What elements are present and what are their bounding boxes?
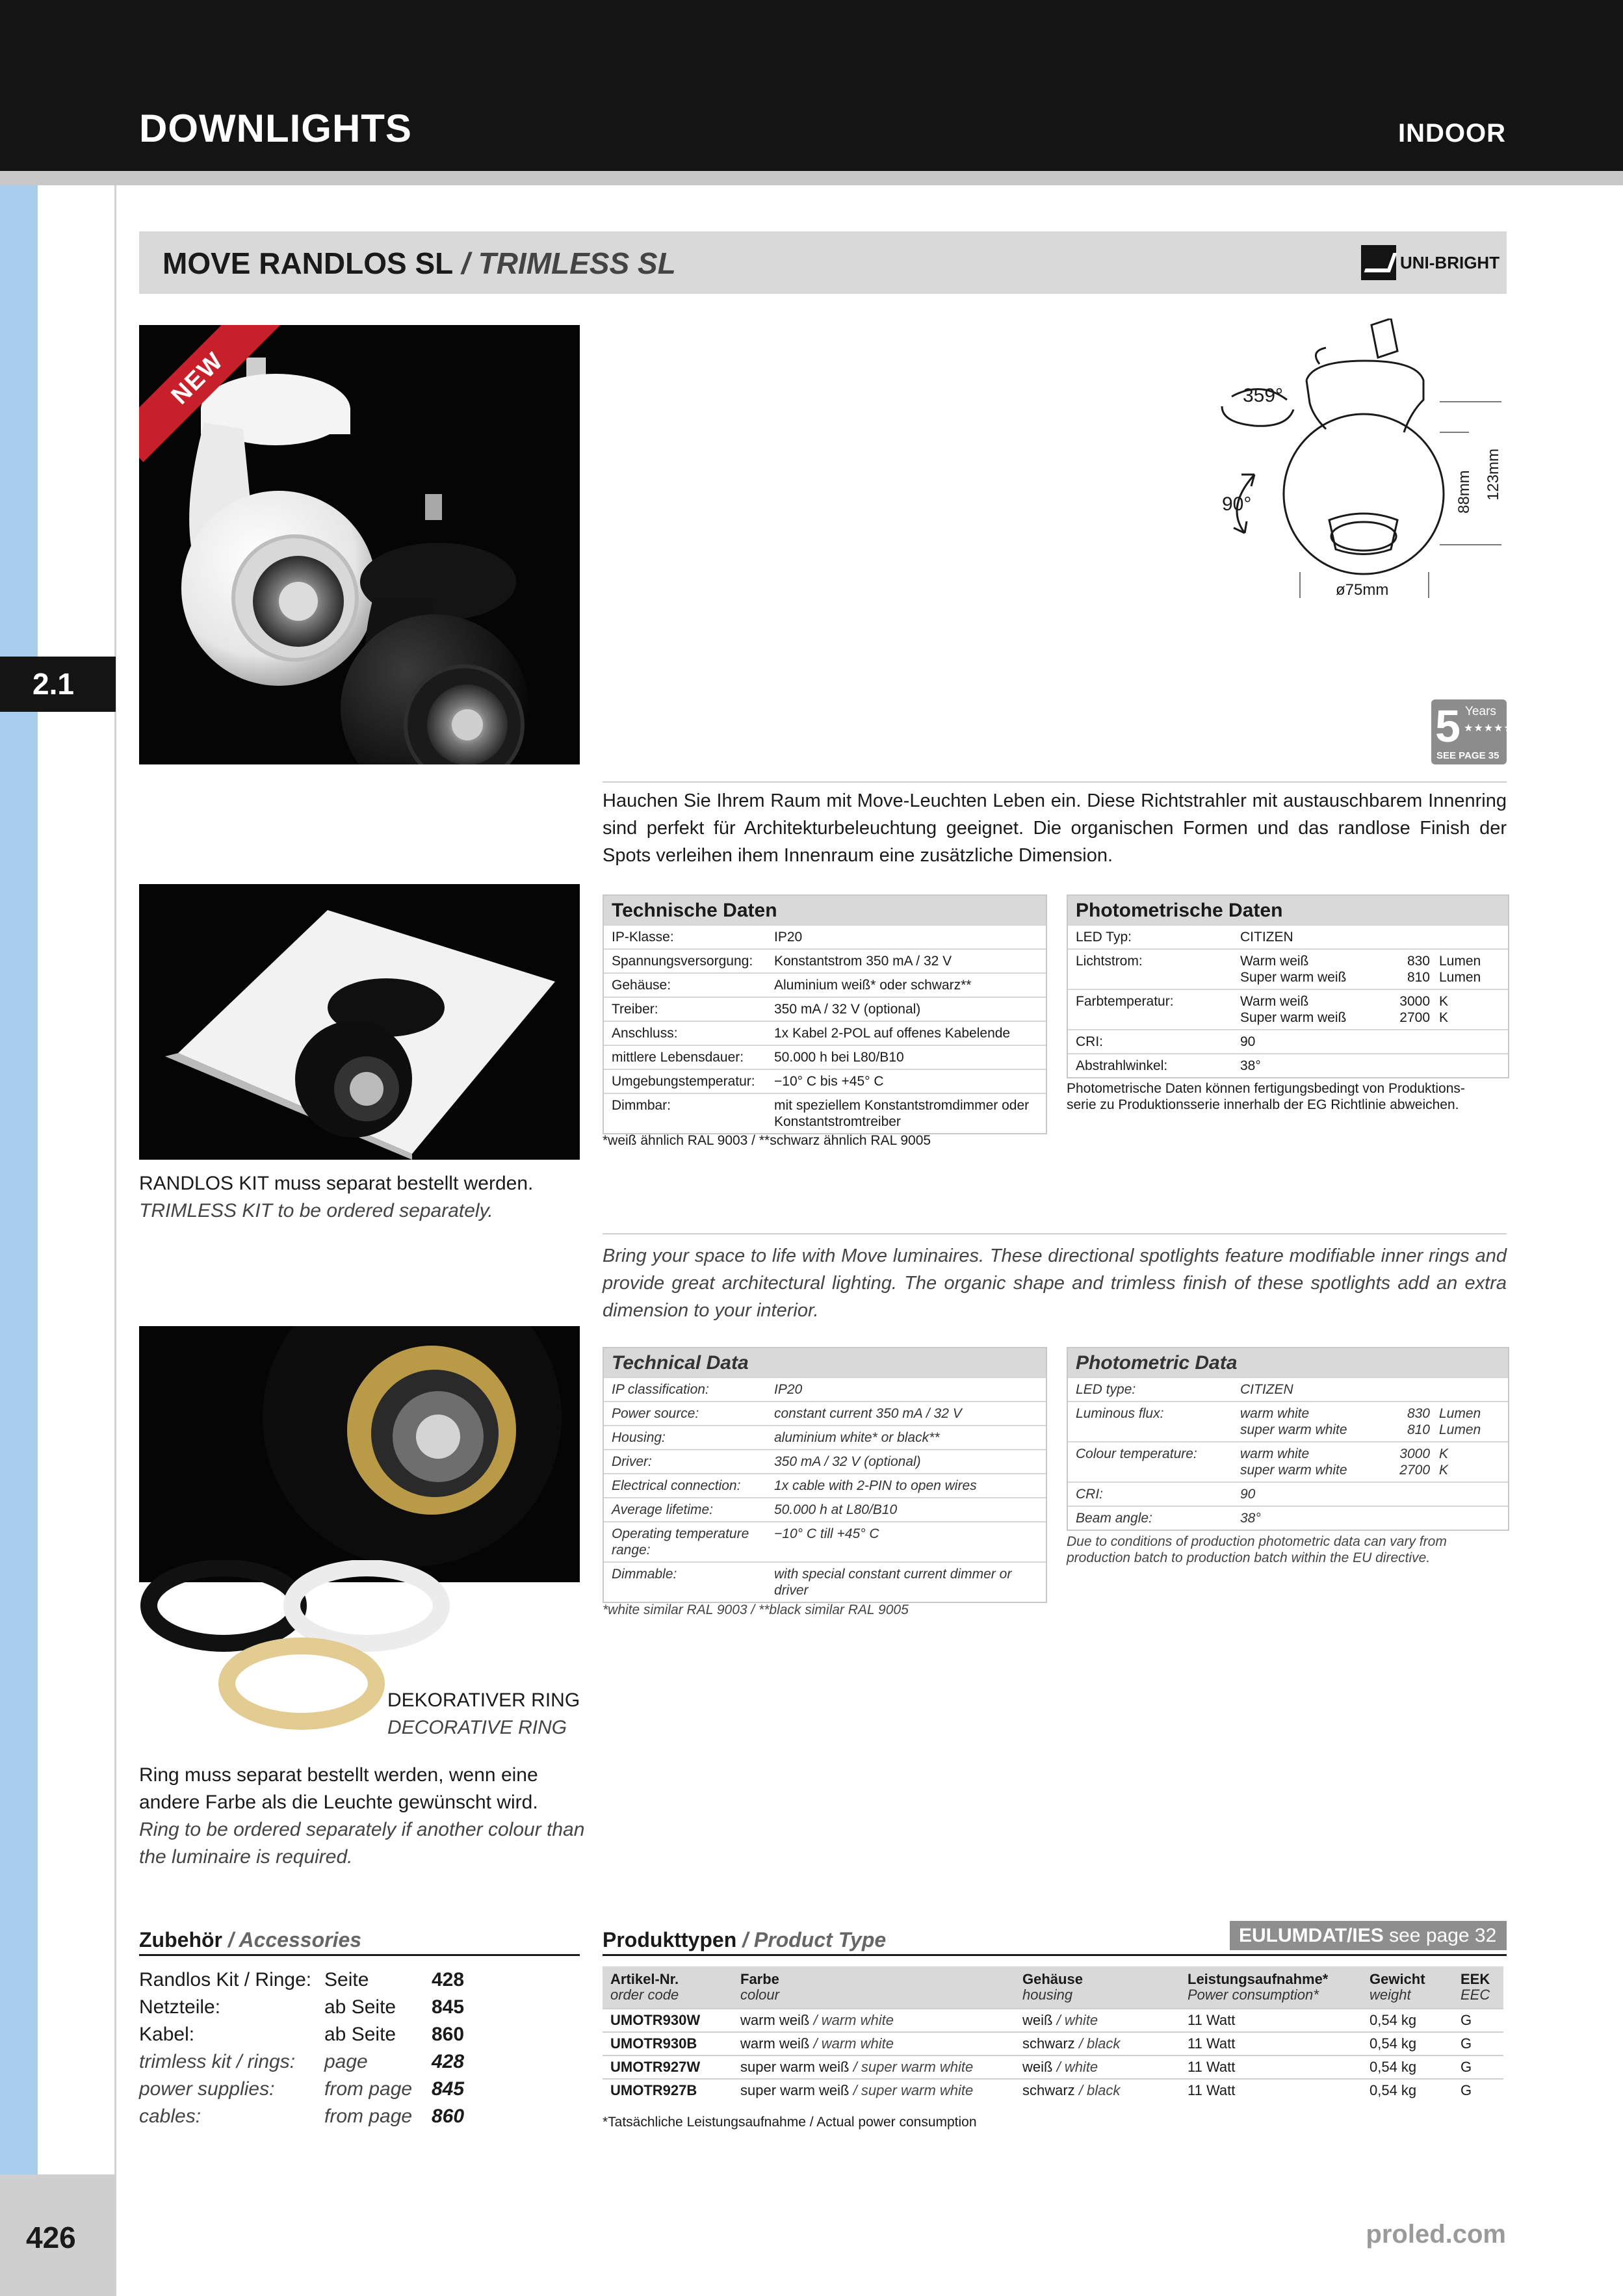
spec-row: Luminous flux: warm white 830 Lumen super warm white 810 Lumen	[1068, 1401, 1508, 1441]
accessories-title: Zubehör / Accessories	[139, 1928, 362, 1951]
eulumdat-link[interactable]: EULUMDAT/IES see page 32	[1230, 1921, 1507, 1950]
trimless-kit-illustration	[139, 884, 580, 1160]
ring-caption-de: DEKORATIVER RING	[387, 1689, 580, 1711]
table-row[interactable]: UMOTR930B warm weiß / warm white schwarz / black 11 Watt 0,54 kg G	[603, 2032, 1503, 2055]
photo-data-en	[1067, 1347, 1509, 1531]
spec-row: CRI: 90	[1068, 1481, 1508, 1506]
ring-caption-en: DECORATIVE RING	[387, 1717, 567, 1738]
spec-row: Housing: aluminium white* or black**	[604, 1425, 1046, 1449]
brand-logo-icon	[1361, 245, 1396, 280]
tech-data-de-title: Technische Daten	[604, 896, 1046, 924]
col-weight: Gewicht weight	[1362, 1966, 1453, 2009]
spec-row: Electrical connection: 1x cable with 2-PIN to open wires	[604, 1473, 1046, 1497]
diameter-label: ø75mm	[1336, 581, 1389, 599]
tech-data-en	[603, 1347, 1047, 1603]
spec-row: Treiber: 350 mA / 32 V (optional)	[604, 997, 1046, 1021]
spec-row: Farbtemperatur: Warm weiß 3000 K Super warm weiß 2700 K	[1068, 989, 1508, 1029]
photo-data-en-title: Photometric Data	[1068, 1348, 1508, 1377]
divider	[603, 781, 1507, 783]
spec-row: Average lifetime: 50.000 h at L80/B10	[604, 1497, 1046, 1521]
trimless-kit-photo	[139, 884, 580, 1160]
side-color-bar	[0, 185, 38, 2174]
warranty-note: SEE PAGE 35	[1436, 750, 1500, 761]
warranty-number: 5	[1435, 701, 1461, 751]
product-type-table-wrap	[603, 1966, 1503, 2102]
spec-row: IP-Klasse: IP20	[604, 924, 1046, 948]
table-header-row	[603, 1966, 1503, 2009]
table-row[interactable]: UMOTR930W warm weiß / warm white weiß / white 11 Watt 0,54 kg G	[603, 2009, 1503, 2032]
accessory-row[interactable]: power supplies: from page 845	[139, 2078, 465, 2100]
col-eek: EEK EEC	[1453, 1966, 1503, 2009]
new-badge-label: NEW	[139, 325, 281, 462]
tech-data-de	[603, 894, 1047, 1134]
spec-row: Operating temperature range: −10° C till +45° C	[604, 1521, 1046, 1561]
side-divider	[114, 185, 116, 2296]
spec-row: Lichtstrom: Warm weiß 830 Lumen Super warm weiß 810 Lumen	[1068, 948, 1508, 989]
product-type-rule	[603, 1954, 1507, 1956]
spec-row: mittlere Lebensdauer: 50.000 h bei L80/B10	[604, 1045, 1046, 1069]
ring-note-en: Ring to be ordered separately if another colour than the luminaire is required.	[139, 1819, 585, 1868]
ring-photo	[139, 1326, 580, 1582]
warranty-label: Years	[1465, 705, 1496, 718]
warranty-badge	[1431, 699, 1514, 764]
photo-en-note: Due to conditions of production photometric data can vary from production batch to production batch within the EU directive.	[1067, 1534, 1447, 1565]
intro-en: Bring your space to life with Move luminaires. These directional spotlights feature modifiable inner rings and provide great architectural lighting. The organic shape and trimless finish of these spotlights add an extra dimension to your interior.	[603, 1246, 1507, 1321]
spec-row: Spannungsversorgung: Konstantstrom 350 mA / 32 V	[604, 948, 1046, 972]
divider	[603, 1233, 1507, 1234]
col-order-code: Artikel-Nr. order code	[603, 1966, 733, 2009]
tech-de-footnote: *weiß ähnlich RAL 9003 / **schwarz ähnlich RAL 9005	[603, 1133, 931, 1148]
spec-row: Colour temperature: warm white 3000 K super warm white 2700 K	[1068, 1441, 1508, 1481]
accessory-row[interactable]: Netzteile: ab Seite 845	[139, 1996, 465, 2018]
site-link[interactable]: proled.com	[1366, 2220, 1506, 2249]
product-title	[162, 246, 676, 281]
spec-row: Beam angle: 38°	[1068, 1506, 1508, 1530]
gold-ring-spot-illustration	[139, 1326, 580, 1582]
page-number: 426	[26, 2221, 76, 2254]
spec-row: LED Typ: CITIZEN	[1068, 924, 1508, 948]
col-housing: Gehäuse housing	[1015, 1966, 1180, 2009]
spec-row: Gehäuse: Aluminium weiß* oder schwarz**	[604, 972, 1046, 997]
photo-de-note: Photometrische Daten können fertigungsbedingt von Produktions-serie zu Produktionsserie innerhalb der EG Richtlinie abweichen.	[1067, 1081, 1465, 1112]
spec-row: Dimmable: with special constant current dimmer or driver	[604, 1561, 1046, 1602]
height-88-label: 88mm	[1455, 470, 1473, 514]
photo-data-de	[1067, 894, 1509, 1078]
kit-caption-en: TRIMLESS KIT to be ordered separately.	[139, 1200, 493, 1221]
kit-caption-de: RANDLOS KIT muss separat bestellt werden.	[139, 1173, 534, 1194]
product-name-de: MOVE RANDLOS SL	[162, 246, 454, 280]
height-123-label: 123mm	[1485, 448, 1502, 501]
spec-row: Abstrahlwinkel: 38°	[1068, 1053, 1508, 1077]
dimension-diagram	[1196, 319, 1508, 611]
spec-row: Driver: 350 mA / 32 V (optional)	[604, 1449, 1046, 1473]
rotation-label: 359°	[1243, 385, 1284, 406]
brand-mark	[1361, 244, 1500, 281]
spec-row: IP classification: IP20	[604, 1377, 1046, 1401]
col-power: Leistungsaufnahme* Power consumption*	[1180, 1966, 1362, 2009]
photo-data-de-title: Photometrische Daten	[1068, 896, 1508, 924]
new-badge	[139, 325, 282, 468]
tilt-label: 90°	[1222, 493, 1252, 515]
accessory-row[interactable]: cables: from page 860	[139, 2106, 465, 2127]
product-type-table	[603, 1966, 1503, 2102]
spec-row: Dimmbar: mit speziellem Konstantstromdimmer oder Konstantstromtreiber	[604, 1093, 1046, 1133]
spec-row: CRI: 90	[1068, 1029, 1508, 1053]
table-row[interactable]: UMOTR927B super warm weiß / super warm white schwarz / black 11 Watt 0,54 kg G	[603, 2079, 1503, 2102]
table-row[interactable]: UMOTR927W super warm weiß / super warm white weiß / white 11 Watt 0,54 kg G	[603, 2055, 1503, 2079]
accessories-list	[139, 1966, 580, 2130]
accessory-row[interactable]: Kabel: ab Seite 860	[139, 2024, 465, 2045]
brand-name: UNI-BRIGHT	[1400, 252, 1500, 272]
spec-row: Umgebungstemperatur: −10° C bis +45° C	[604, 1069, 1046, 1093]
accessories-rule	[139, 1954, 580, 1956]
accessory-row[interactable]: Randlos Kit / Ringe: Seite 428	[139, 1969, 465, 1990]
product-type-footnote: *Tatsächliche Leistungsaufnahme / Actual power consumption	[603, 2115, 977, 2130]
intro-de: Hauchen Sie Ihrem Raum mit Move-Leuchten Leben ein. Diese Richtstrahler mit austauschbarem Innenring sind perfekt für Architekturbeleuchtung geeignet. Die organischen Formen und das randlose Finish der Spots verleihen ihem Innenraum eine zusätzliche Dimension.	[603, 790, 1507, 866]
area-label: INDOOR	[1398, 119, 1506, 148]
ring-note-de: Ring muss separat bestellt werden, wenn eine andere Farbe als die Leuchte gewünscht wird.	[139, 1764, 538, 1813]
accessory-row[interactable]: trimless kit / rings: page 428	[139, 2051, 465, 2072]
col-colour: Farbe colour	[733, 1966, 1015, 2009]
product-name-en: TRIMLESS SL	[478, 246, 676, 280]
product-type-title: Produkttypen / Product Type	[603, 1928, 887, 1951]
tech-data-en-title: Technical Data	[604, 1348, 1046, 1377]
warranty-stars-icon: ★★★★★	[1464, 723, 1514, 734]
spec-row: Power source: constant current 350 mA / 32 V	[604, 1401, 1046, 1425]
chapter-tab[interactable]: 2.1	[0, 657, 116, 712]
title-separator: /	[453, 246, 478, 280]
header-strip	[0, 171, 1623, 185]
spec-row: Anschluss: 1x Kabel 2-POL auf offenes Kabelende	[604, 1021, 1046, 1045]
tech-en-footnote: *white similar RAL 9003 / **black similar RAL 9005	[603, 1602, 909, 1617]
spec-row: LED type: CITIZEN	[1068, 1377, 1508, 1401]
category-title: DOWNLIGHTS	[139, 107, 412, 150]
